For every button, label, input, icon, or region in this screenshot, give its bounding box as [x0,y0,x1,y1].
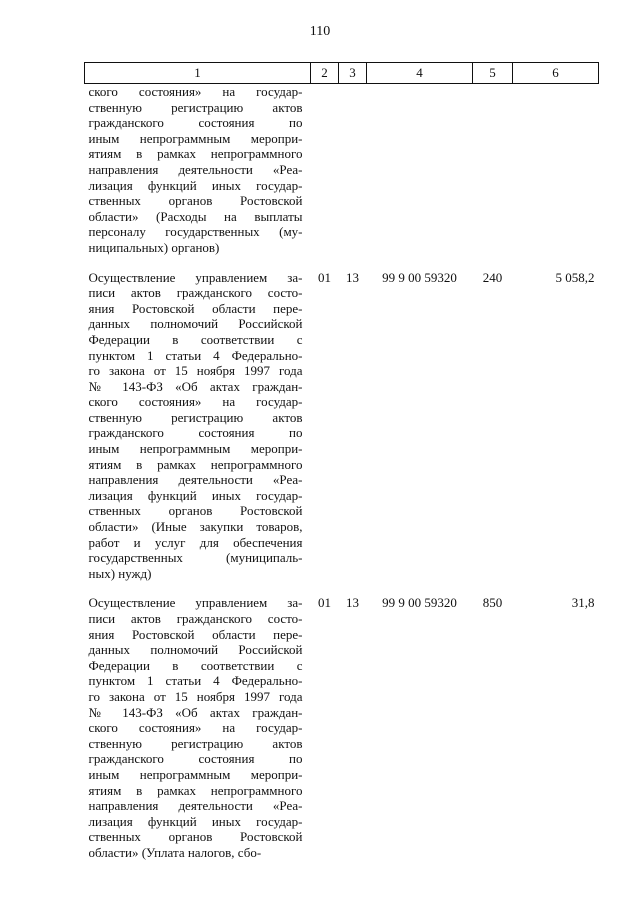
description-line: направления деятельности «Реа- [88,161,303,177]
description-line: ятиям в рамках непрограммного [88,456,303,472]
description-line: государственных (муниципаль- [88,550,303,566]
subsection-code: 13 [346,269,359,285]
description-line: ниципальных) органов) [88,239,220,255]
description-line: пунктом 1 статьи 4 Федерально- [88,673,303,689]
description-line: лизация функций иных государ- [88,487,303,503]
expense-type-code: 240 [482,269,503,285]
description-line: ственных органов Ростовской [88,829,303,845]
description-line: данных полномочий Российской [88,642,303,658]
description-line: ского состояния» на государ- [88,394,303,410]
header-col-5: 5 [473,63,513,84]
table-row [85,581,599,860]
description-line: писи актов гражданского состо- [88,611,303,626]
description-line: работ и услуг для обеспечения [88,534,303,550]
amount-value [513,84,599,256]
description-line: го закона от 15 ноября 1997 года [88,363,303,379]
header-col-3: 3 [339,63,367,84]
description-line: яния Ростовской области пере- [88,300,303,316]
header-col-4: 4 [367,63,473,84]
header-col-1: 1 [85,63,311,84]
subsection-code [339,84,367,256]
description-line: ственную регистрацию актов [88,735,303,751]
header-col-6: 6 [513,63,599,84]
description-line: ных) нужд) [88,565,152,581]
description-line: Федерации в соответствии с [88,657,303,673]
description-line: направления деятельности «Реа- [88,798,303,814]
description-line: лизация функций иных государ- [88,177,303,193]
description-line: иным непрограммным меропри- [88,766,303,782]
description-line: ственную регистрацию актов [88,99,303,115]
description-line: персоналу государственных (му- [88,224,303,240]
table-body [85,84,599,861]
description-line: гражданского состояния по [88,425,303,441]
table-row [85,256,599,582]
description-line: области» (Расходы на выплаты [88,208,303,224]
description-line: ятиям в рамках непрограммного [88,146,303,162]
section-code: 01 [318,595,331,611]
description-line: ского состояния» на государ- [88,720,303,736]
description-line: гражданского состояния по [88,751,303,767]
page-number: 110 [309,24,331,39]
description-line: ятиям в рамках непрограммного [88,782,303,798]
target-article-code: 99 9 00 59320 [382,269,457,285]
amount-value: 5 058,2 [555,269,595,285]
description-line: данных полномочий Российской [88,316,303,332]
description-line: направления деятельности «Реа- [88,472,303,488]
expense-type-code [473,84,513,256]
amount-value: 31,8 [571,595,595,611]
header-row [85,63,599,84]
description-line: ственных органов Ростовской [88,503,303,519]
target-article-code [367,84,473,256]
section-code: 01 [318,269,331,285]
description-line: лизация функций иных государ- [88,813,303,829]
description-line: иным непрограммным меропри- [88,441,303,457]
subsection-code: 13 [346,595,359,611]
description-line: Осуществление управлением за- [88,595,303,611]
row-description [85,84,311,256]
description-line: области» (Уплата налогов, сбо- [88,844,262,860]
description-line: № 143-ФЗ «Об актах граждан- [88,378,303,394]
budget-table [84,62,599,861]
description-line: гражданского состояния по [88,115,303,131]
description-line: го закона от 15 ноября 1997 года [88,688,303,704]
target-article-code: 99 9 00 59320 [382,595,457,611]
description-line: пунктом 1 статьи 4 Федерально- [88,347,303,363]
description-line: области» (Иные закупки товаров, [88,519,303,535]
description-line: Осуществление управлением за- [88,269,303,285]
row-description [85,256,311,582]
table-row [85,84,599,256]
description-line: ственную регистрацию актов [88,409,303,425]
description-line: ственных органов Ростовской [88,193,303,209]
expense-type-code: 850 [482,595,503,611]
header-col-2: 2 [311,63,339,84]
section-code [311,84,339,256]
description-line: яния Ростовской области пере- [88,626,303,642]
description-line: Федерации в соответствии с [88,331,303,347]
row-description [85,581,311,860]
table-header [85,63,599,84]
description-line: № 143-ФЗ «Об актах граждан- [88,704,303,720]
description-line: ского состояния» на государ- [88,84,303,99]
description-line: писи актов гражданского состо- [88,285,303,301]
description-line: иным непрограммным меропри- [88,130,303,146]
